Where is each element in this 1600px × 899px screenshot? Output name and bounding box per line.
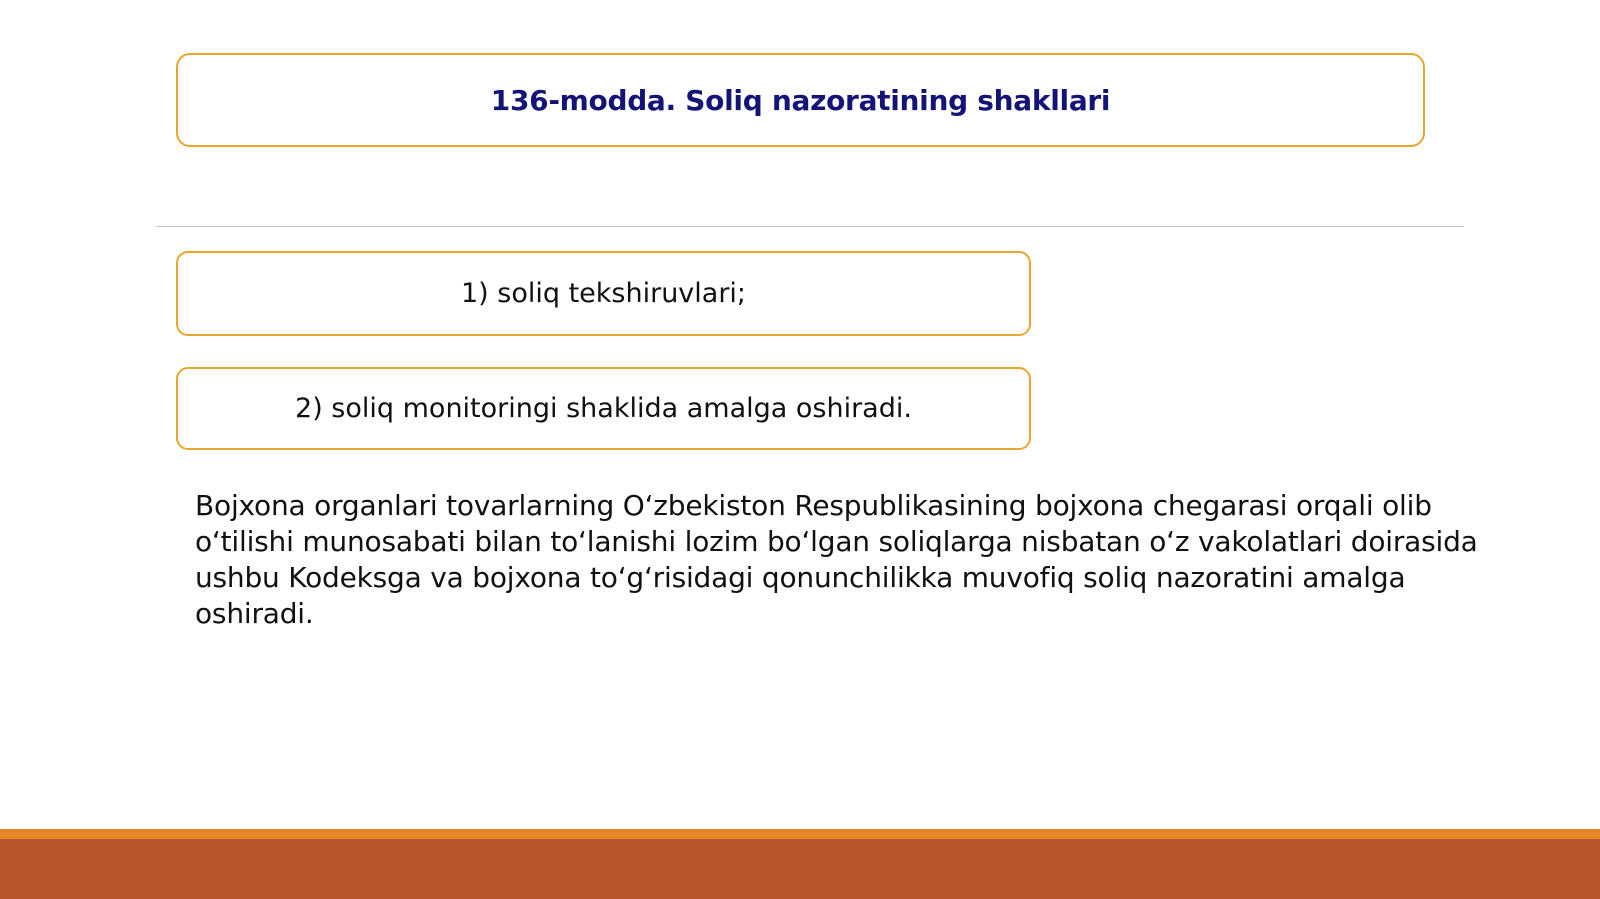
footer-bar (0, 839, 1600, 899)
body-paragraph: Bojxona organlari tovarlarning O‘zbekiston Respublikasining bojxona chegarasi orqali olib o‘tilishi munosabati bilan to‘lanishi lozim bo‘lgan soliqlarga nisbatan o‘z vakolatlari doirasida ushbu Kodeksga va bojxona to‘g‘risidagi qonunchilikka muvofiq soliq nazoratini amalga oshiradi. (195, 489, 1478, 630)
footer-accent-stripe (0, 829, 1600, 839)
title-box (176, 53, 1425, 147)
divider-line (156, 226, 1464, 227)
page-title: 136-modda. Soliq nazoratining shakllari (490, 83, 1111, 117)
list-item-2 (176, 367, 1031, 450)
list-item-label: 1) soliq tekshiruvlari; (460, 278, 747, 309)
list-item-label: 2) soliq monitoringi shaklida amalga oshiradi. (295, 393, 912, 424)
list-item-1 (176, 251, 1031, 336)
